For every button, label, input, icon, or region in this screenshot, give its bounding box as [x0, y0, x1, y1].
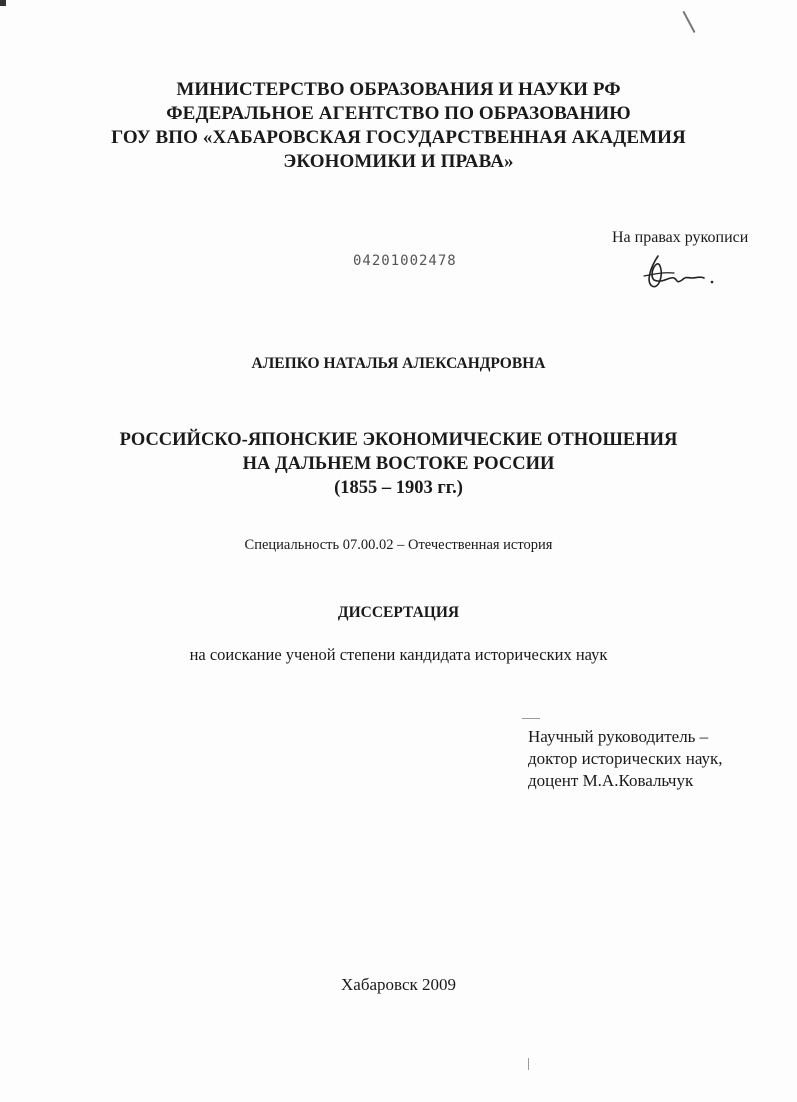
dissertation-title [0, 428, 797, 500]
institution-header [0, 78, 797, 174]
author-name: АЛЕПКО НАТАЛЬЯ АЛЕКСАНДРОВНА [251, 355, 546, 372]
document-type: ДИССЕРТАЦИЯ [337, 604, 460, 621]
title-line-3: (1855 – 1903 гг.) [334, 478, 463, 498]
scan-mark [682, 11, 695, 33]
city-year: Хабаровск 2009 [341, 975, 456, 994]
title-line-2: НА ДАЛЬНЕМ ВОСТОКЕ РОССИИ [242, 454, 555, 474]
scan-mark [528, 1058, 529, 1070]
degree-statement: на соискание ученой степени кандидата исторических наук [189, 645, 608, 664]
signature-icon [640, 248, 720, 298]
supervisor-line-3: доцент М.А.Ковальчук [528, 771, 694, 790]
specialty: Специальность 07.00.02 – Отечественная история [244, 537, 553, 553]
institution-line-2: ФЕДЕРАЛЬНОЕ АГЕНТСТВО ПО ОБРАЗОВАНИЮ [166, 103, 631, 124]
title-line-1: РОССИЙСКО-ЯПОНСКИЕ ЭКОНОМИЧЕСКИЕ ОТНОШЕНИЯ [119, 430, 678, 450]
institution-line-3: ГОУ ВПО «ХАБАРОВСКАЯ ГОСУДАРСТВЕННАЯ АКАДЕМИЯ [111, 127, 686, 148]
institution-line-1: МИНИСТЕРСТВО ОБРАЗОВАНИЯ И НАУКИ РФ [176, 79, 621, 100]
scan-mark [0, 0, 6, 6]
institution-line-4: ЭКОНОМИКИ И ПРАВА» [283, 151, 514, 172]
scan-mark [522, 718, 540, 719]
manuscript-note: На правах рукописи [612, 229, 749, 246]
supervisor-block [528, 726, 723, 792]
supervisor-line-1: Научный руководитель – [528, 727, 709, 746]
catalog-number: 04201002478 [353, 253, 457, 269]
supervisor-line-2: доктор исторических наук, [528, 749, 723, 768]
